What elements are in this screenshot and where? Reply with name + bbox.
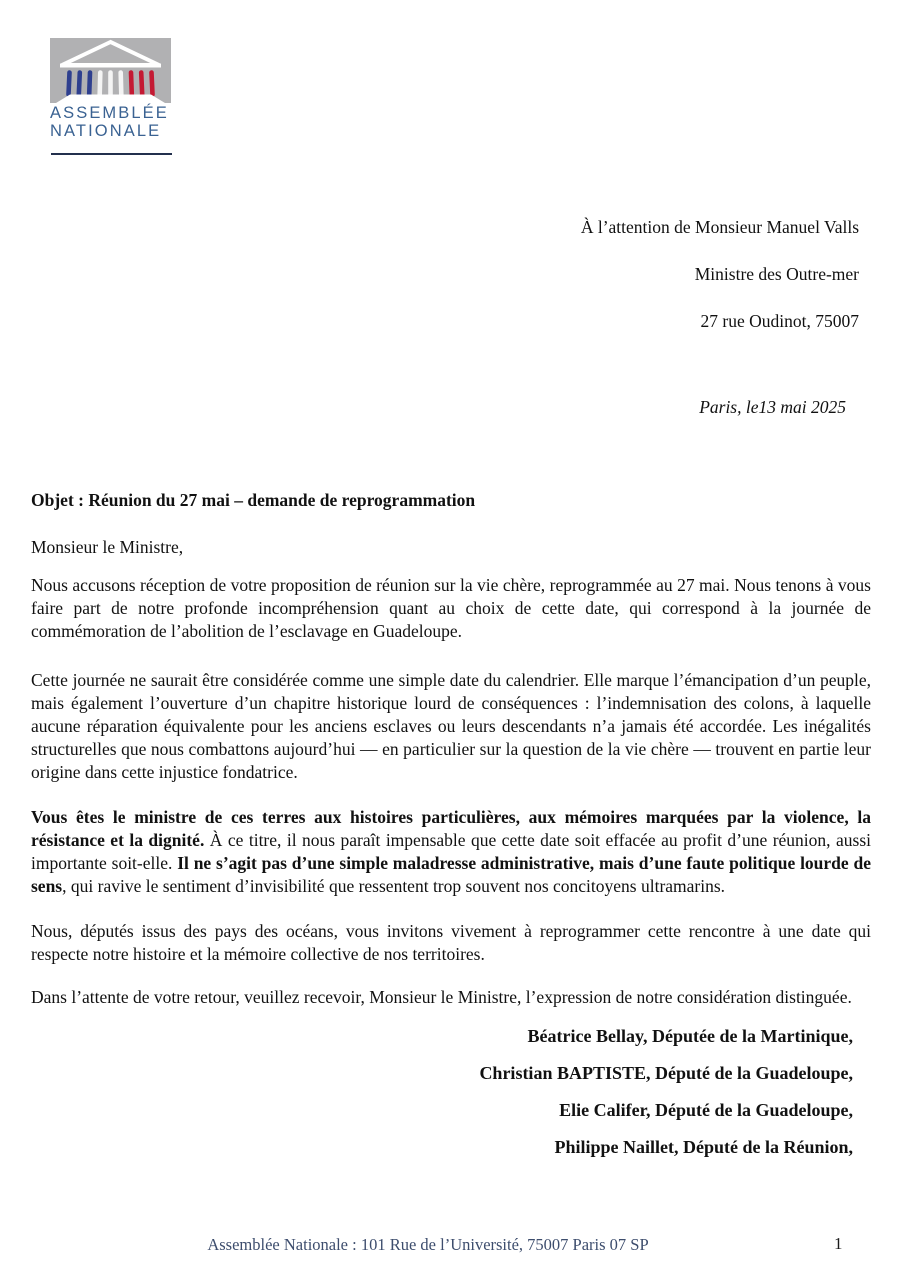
- signature-naillet: Philippe Naillet, Député de la Réunion,: [554, 1137, 853, 1157]
- signature-bellay: Béatrice Bellay, Députée de la Martinique,: [527, 1026, 853, 1046]
- recipient-title-line: Ministre des Outre-mer: [694, 264, 859, 284]
- paragraph-3: [31, 806, 871, 898]
- logo-wordmark: [50, 104, 172, 140]
- assemblee-nationale-logo: [50, 38, 172, 163]
- salutation: Monsieur le Ministre,: [31, 537, 184, 557]
- recipient-attention-line: À l’attention de Monsieur Manuel Valls: [580, 217, 859, 237]
- signature-block: [31, 1025, 871, 1159]
- logo-wordmark-line1: ASSEMBLÉE: [50, 104, 169, 122]
- paragraph-1: Nous accusons réception de votre proposition de réunion sur la vie chère, reprogrammée au 27 mai. Nous tenons à vous faire part de notre profonde incompréhension quant au choix de cette date, qui correspond à la journée de commémoration de l’abolition de l’esclavage en Guadeloupe.: [31, 575, 871, 641]
- letterhead-rule: [51, 153, 172, 155]
- letter-body: [31, 489, 871, 1173]
- signature-baptiste: Christian BAPTISTE, Député de la Guadeloupe,: [479, 1063, 853, 1083]
- assemblee-nationale-emblem-icon: [50, 38, 171, 103]
- paragraph-4: Nous, députés issus des pays des océans, vous invitons vivement à reprogrammer cette rencontre à une date qui respecte notre histoire et la mémoire collective de nos territoires.: [31, 921, 871, 964]
- recipient-block: [581, 216, 859, 357]
- recipient-address-line: 27 rue Oudinot, 75007: [700, 311, 859, 331]
- paragraph-2: Cette journée ne saurait être considérée comme une simple date du calendrier. Elle marque l’émancipation d’un peuple, mais également l’ouverture d’un chapitre historique lourd de conséquences : l’indemnisation des colons, à laquelle aucune réparation équivalente pour les anciens esclaves ou leurs descendants n’a jamais été accordée. Les inégalités structurelles que nous combattons aujourd’hui — en particulier sur la question de la vie chère — trouvent en partie leur origine dans cette injustice fondatrice.: [31, 670, 871, 782]
- paragraph-5: Dans l’attente de votre retour, veuillez recevoir, Monsieur le Ministre, l’expression de notre considération distinguée.: [31, 987, 852, 1007]
- page-number: 1: [834, 1234, 843, 1253]
- paragraph-3-normal-2: , qui ravive le sentiment d’invisibilité que ressentent trop souvent nos concitoyens ultramarins.: [62, 876, 726, 896]
- date-line: Paris, le13 mai 2025: [699, 397, 846, 417]
- signature-califer: Elie Califer, Député de la Guadeloupe,: [559, 1100, 853, 1120]
- paragraph-3-bold-1: Vous êtes le ministre de ces terres aux histoires particulières, aux mémoires marquées par la violence, la résistance et la dignité.: [31, 807, 871, 850]
- subject-line: Objet : Réunion du 27 mai – demande de reprogrammation: [31, 490, 476, 510]
- logo-wordmark-line2: NATIONALE: [50, 122, 162, 140]
- footer-address: Assemblée Nationale : 101 Rue de l’Université, 75007 Paris 07 SP: [207, 1235, 649, 1254]
- paragraph-3-bold-2: Il ne s’agit pas d’une simple maladresse administrative, mais d’une faute politique lourde de sens: [31, 853, 872, 896]
- paragraph-3-normal-1: À ce titre, il nous paraît impensable que cette date soit effacée au profit d’une réunion, aussi importante soit-elle.: [31, 830, 871, 873]
